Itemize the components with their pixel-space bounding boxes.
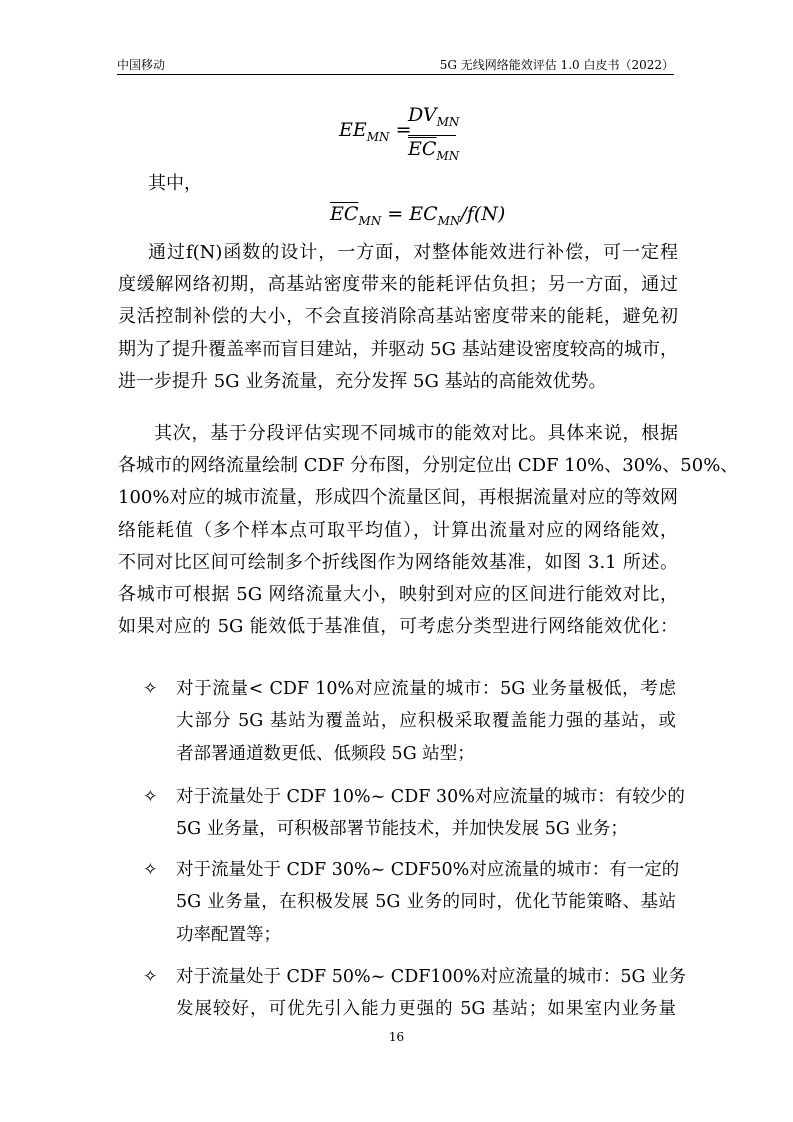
page-number: 16	[388, 1030, 405, 1044]
equation-ee	[0, 104, 793, 163]
bullet-line: 对于流量处于 CDF 50%~ CDF100%对应流量的城市：5G 业务	[176, 967, 687, 987]
bullet-line: 5G 业务量，可积极部署节能技术，并加快发展 5G 业务；	[176, 819, 628, 840]
diamond-bullet-icon: ✧	[143, 787, 158, 807]
bullet-line: 对于流量处于 CDF 30%~ CDF50%对应流量的城市：有一定的	[176, 860, 680, 880]
paragraph-line: 度缓解网络初期，高基站密度带来的能耗评估负担；另一方面，通过	[118, 274, 678, 296]
fraction-denominator: $\overline{EC}_{MN}$	[408, 137, 460, 163]
bullet-line: 发展较好，可优先引入能力更强的 5G 基站；如果室内业务量	[176, 999, 676, 1020]
paragraph-line: 灵活控制补偿的大小，不会直接消除高基站密度带来的能耗，避免初	[118, 306, 678, 328]
paragraph-line: 100%对应的城市流量，形成四个流量区间，再根据流量对应的等效网	[118, 487, 678, 509]
diamond-bullet-icon: ✧	[143, 860, 158, 880]
bullet-line: 对于流量< CDF 10%对应流量的城市：5G 业务量极低，考虑	[176, 679, 676, 699]
paragraph-line: 其次，基于分段评估实现不同城市的能效对比。具体来说，根据	[154, 423, 678, 444]
where-paragraph: 其中，	[148, 173, 202, 194]
page-header	[117, 56, 674, 76]
bullet-line: 者部署通道数更低、低频段 5G 站型；	[176, 743, 475, 764]
bullet-line: 5G 业务量，在积极发展 5G 业务的同时，优化节能策略、基站	[176, 892, 676, 913]
paragraph-line: 如果对应的 5G 能效低于基准值，可考虑分类型进行网络能效优化：	[118, 616, 678, 638]
header-right: 5G 无线网络能效评估 1.0 白皮书（2022）	[439, 58, 674, 72]
header-rule	[117, 74, 674, 75]
fraction-bar	[408, 135, 456, 136]
paragraph-1	[118, 237, 678, 398]
bullet-line: 大部分 5G 基站为覆盖站，应积极采取覆盖能力强的基站，或	[176, 711, 676, 732]
paragraph-line: 各城市的网络流量绘制 CDF 分布图，分别定位出 CDF 10%、30%、50%、	[118, 455, 739, 477]
paragraph-line: 各城市可根据 5G 网络流量大小，映射到对应的区间进行能效对比，	[118, 584, 678, 606]
paragraph-line: 进一步提升 5G 业务流量，充分发挥 5G 基站的高能效优势。	[118, 370, 607, 392]
paragraph-line: 期为了提升覆盖率而盲目建站，并驱动 5G 基站建设密度较高的城市，	[118, 338, 678, 360]
bullet-line: 功率配置等；	[176, 924, 281, 945]
header-left: 中国移动	[117, 58, 166, 72]
paragraph-line: 不同对比区间可绘制多个折线图作为网络能效基准，如图 3.1 所述。	[118, 551, 678, 573]
paragraph-line: 通过f(N)函数的设计，一方面，对整体能效进行补偿，可一定程	[148, 242, 678, 263]
diamond-bullet-icon: ✧	[143, 967, 158, 987]
paragraph-2	[118, 418, 739, 643]
equation-ec: $\overline{EC}_{MN} = EC_{MN}/f(N)$	[330, 203, 506, 228]
equation-lhs: $EE_{MN}$ =	[339, 119, 412, 144]
equation-fraction	[408, 104, 460, 167]
bullet-line: 对于流量处于 CDF 10%~ CDF 30%对应流量的城市：有较少的	[176, 787, 685, 807]
fraction-numerator: $DV_{MN}$	[408, 104, 460, 129]
paragraph-line: 络能耗值（多个样本点可取平均值），计算出流量对应的网络能效，	[118, 519, 678, 541]
diamond-bullet-icon: ✧	[143, 679, 158, 699]
